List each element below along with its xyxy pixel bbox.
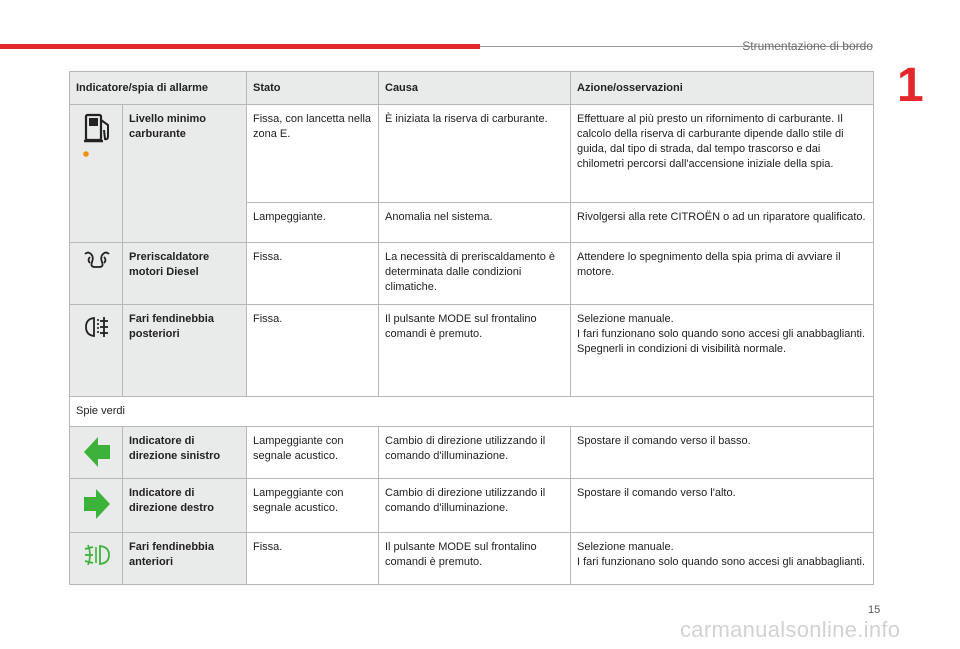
rear-fog-stato: Fissa.	[247, 305, 379, 397]
right-stato: Lampeggiante con segnale acustico.	[247, 479, 379, 533]
preheat-stato: Fissa.	[247, 243, 379, 305]
right-causa: Cambio di direzione utilizzando il comando d'illuminazione.	[379, 479, 571, 533]
front-fog-icon-cell	[70, 533, 123, 585]
fuel-stato-2: Lampeggiante.	[247, 203, 379, 243]
fuel-pump-icon	[82, 111, 116, 161]
section-title: Strumentazione di bordo	[742, 39, 873, 53]
header-azione: Azione/osservazioni	[571, 72, 874, 105]
fuel-causa-2: Anomalia nel sistema.	[379, 203, 571, 243]
green-section-label: Spie verdi	[70, 397, 874, 427]
fuel-azione-1: Effettuare al più presto un rifornimento di carburante. Il calcolo della riserva di carburante dipende dallo stile di guida, dal tipo di strada, dal tempo trascorso e dai chilometri percorsi dall'accensione iniziale della spia.	[571, 105, 874, 203]
front-fog-azione-line: I fari funzionano solo quando sono accesi gli anabbaglianti.	[577, 556, 866, 568]
front-fog-lamp-icon	[82, 543, 112, 567]
left-azione: Spostare il comando verso il basso.	[571, 427, 874, 479]
preheat-name: Preriscaldatore motori Diesel	[123, 243, 247, 305]
fuel-name: Livello minimo carburante	[123, 105, 247, 243]
arrow-right-icon	[82, 485, 112, 523]
warning-lights-table	[69, 71, 874, 585]
header-stato: Stato	[247, 72, 379, 105]
left-name: Indicatore di direzione sinistro	[123, 427, 247, 479]
front-fog-name: Fari fendinebbia anteriori	[123, 533, 247, 585]
arrow-left-icon	[82, 433, 112, 471]
header-indicatore: Indicatore/spia di allarme	[70, 72, 247, 105]
left-icon-cell	[70, 427, 123, 479]
table-row	[70, 105, 874, 203]
rear-fog-causa: Il pulsante MODE sul frontalino comandi è premuto.	[379, 305, 571, 397]
table-row	[70, 479, 874, 533]
table-row	[70, 243, 874, 305]
header-red-bar	[0, 44, 480, 49]
fuel-stato-1: Fissa, con lancetta nella zona E.	[247, 105, 379, 203]
fuel-icon-cell	[70, 105, 123, 243]
preheat-azione: Attendere lo spegnimento della spia prima di avviare il motore.	[571, 243, 874, 305]
rear-fog-azione-line: Selezione manuale.	[577, 313, 674, 325]
page-number: 15	[868, 604, 881, 616]
right-azione: Spostare il comando verso l'alto.	[571, 479, 874, 533]
fuel-causa-1: È iniziata la riserva di carburante.	[379, 105, 571, 203]
rear-fog-azione	[571, 305, 874, 397]
preheat-causa: La necessità di preriscaldamento è determinata dalle condizioni climatiche.	[379, 243, 571, 305]
table-row	[70, 427, 874, 479]
fuel-azione-2: Rivolgersi alla rete CITROËN o ad un riparatore qualificato.	[571, 203, 874, 243]
front-fog-azione	[571, 533, 874, 585]
table-header-row	[70, 72, 874, 105]
table-row	[70, 533, 874, 585]
glow-plug-icon	[82, 249, 112, 273]
front-fog-stato: Fissa.	[247, 533, 379, 585]
rear-fog-icon-cell	[70, 305, 123, 397]
preheat-icon-cell	[70, 243, 123, 305]
front-fog-causa: Il pulsante MODE sul frontalino comandi è premuto.	[379, 533, 571, 585]
left-causa: Cambio di direzione utilizzando il comando d'illuminazione.	[379, 427, 571, 479]
rear-fog-azione-line: Spegnerli in condizioni di visibilità normale.	[577, 343, 787, 355]
rear-fog-name: Fari fendinebbia posteriori	[123, 305, 247, 397]
front-fog-azione-line: Selezione manuale.	[577, 541, 674, 553]
rear-fog-azione-line: I fari funzionano solo quando sono accesi gli anabbaglianti.	[577, 328, 866, 340]
watermark: carmanualsonline.info	[680, 617, 901, 642]
table-row	[70, 305, 874, 397]
chapter-number: 1	[897, 59, 924, 112]
right-icon-cell	[70, 479, 123, 533]
right-name: Indicatore di direzione destro	[123, 479, 247, 533]
rear-fog-lamp-icon	[82, 315, 112, 339]
section-row	[70, 397, 874, 427]
header-causa: Causa	[379, 72, 571, 105]
left-stato: Lampeggiante con segnale acustico.	[247, 427, 379, 479]
